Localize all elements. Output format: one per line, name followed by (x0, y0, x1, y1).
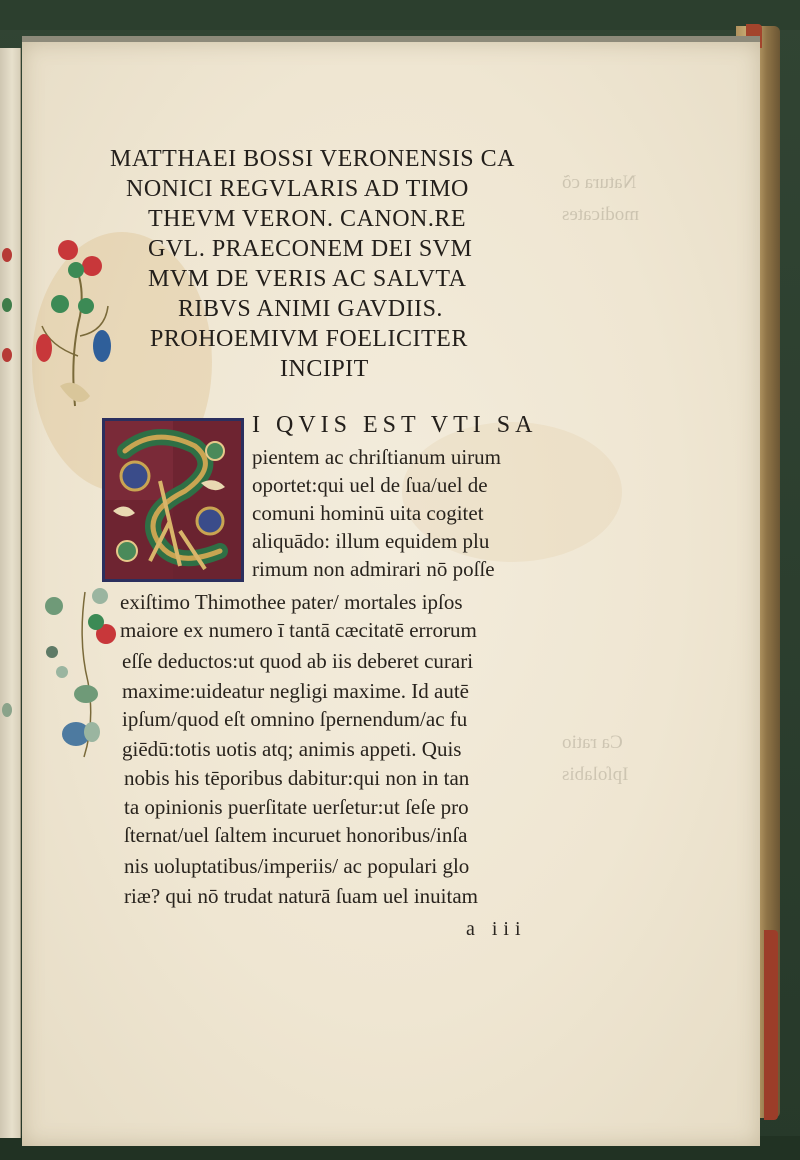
body-line: aliquādo: illum equidem plu (252, 529, 490, 553)
facing-page-edge (0, 48, 21, 1138)
facing-page-ornament (2, 703, 12, 717)
illuminated-initial-s-icon (105, 421, 241, 579)
cover-red-corner-bottom (764, 930, 778, 1120)
title-line: MVM DE VERIS AC SALVTA (148, 266, 467, 292)
body-line: maxime:uideatur negligi maxime. Id autē (122, 679, 469, 703)
marginal-flower-bottom-icon (40, 582, 130, 762)
body-line: giēdū:totis uotis atq; animis appeti. Quis (122, 737, 462, 761)
body-line: comuni hominū uita cogitet (252, 501, 484, 525)
body-line: maiore ex numero ī tantā cæcitatē errorum (120, 618, 477, 642)
body-line: rimum non admirari nō poſſe (252, 557, 495, 581)
illuminated-initial (102, 418, 244, 582)
body-line: exiſtimo Thimothee pater/ mortales ipſos (120, 590, 463, 614)
body-line: riæ? qui nō trudat naturā ſuam uel inuitam (124, 884, 478, 908)
body-line: nis uoluptatibus/imperiis/ ac populari glo (124, 854, 470, 878)
opening-caps: I QVIS EST VTI SA (252, 412, 538, 438)
marginal-flower-top-icon (30, 236, 120, 416)
title-line: RIBVS ANIMI GAVDIIS. (178, 296, 443, 322)
show-through-text: Natura cõ (562, 172, 637, 193)
show-through-text: modicates (562, 204, 640, 225)
background-top (0, 0, 800, 30)
body-line: oportet:qui uel de ſua/uel de (252, 473, 488, 497)
title-line: THEVM VERON. CANON.RE (148, 206, 467, 232)
body-line: pientem ac chriſtianum uirum (252, 445, 502, 469)
body-line: ipſum/quod eſt omnino ſpernendum/ac fu (122, 707, 468, 731)
body-line: ſternat/uel ſaltem incuruet honoribus/inſa (124, 823, 468, 847)
body-line: nobis his tēporibus dabitur:qui non in tan (124, 766, 470, 790)
body-line: ta opinionis puerſitate uerſetur:ut ſeſe pro (124, 795, 469, 819)
facing-page-ornament (2, 298, 12, 312)
title-line: GVL. PRAECONEM DEI SVM (148, 236, 473, 262)
show-through-text: Ipſolabis (562, 764, 629, 785)
title-line: INCIPIT (280, 356, 369, 382)
body-line: eſſe deductos:ut quod ab iis deberet curari (122, 649, 474, 673)
show-through-text: Ca ratio (562, 732, 623, 753)
title-line: MATTHAEI BOSSI VERONENSIS CA (110, 146, 515, 172)
signature-mark: a iii (466, 918, 527, 940)
title-line: NONICI REGVLARIS AD TIMO (126, 176, 469, 202)
title-line: PROHOEMIVM FOELICITER (150, 326, 468, 352)
facing-page-ornament (2, 248, 12, 262)
facing-page-ornament (2, 348, 12, 362)
